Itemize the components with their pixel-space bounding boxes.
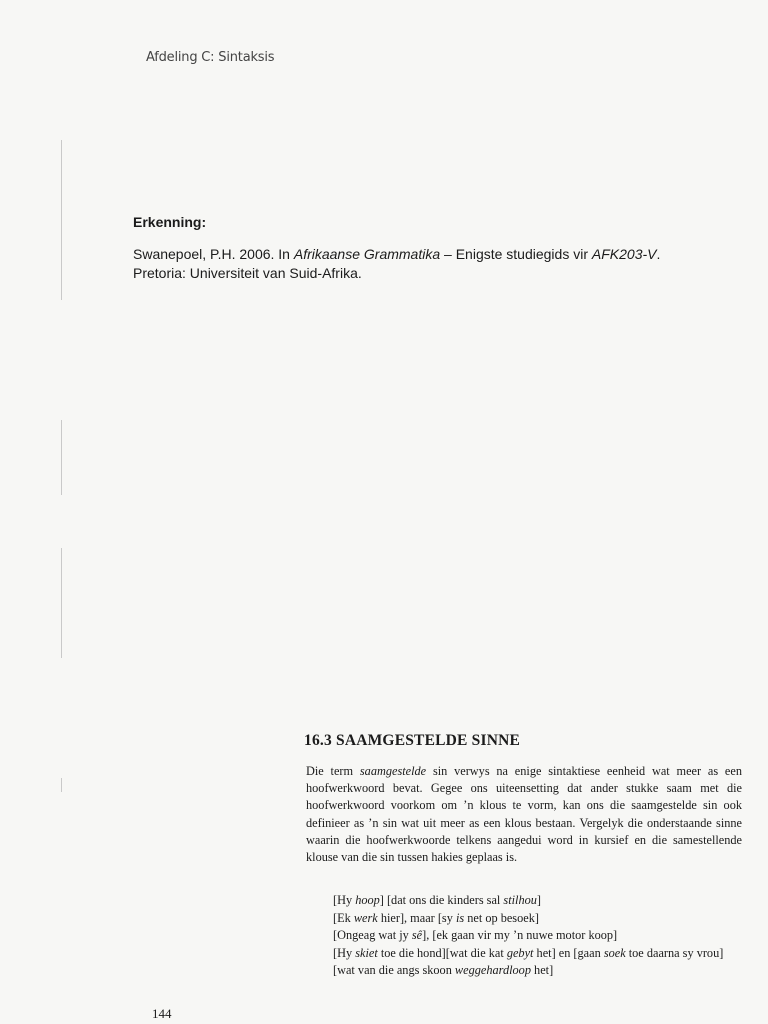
example-sentence: [333, 892, 745, 910]
example-text: [Hy: [333, 893, 356, 907]
section-heading: 16.3 SAAMGESTELDE SINNE: [304, 732, 521, 749]
citation-text: . Pretoria: Universiteit van Suid-Afrika.: [133, 246, 661, 281]
example-text: [Ongeag wat jy: [333, 928, 412, 943]
scan-mark: [61, 778, 62, 792]
citation-course-code: AFK203-V: [591, 246, 657, 262]
example-text: het]: [530, 963, 554, 978]
acknowledgement-citation: [133, 245, 693, 283]
example-text: ]: [536, 893, 542, 907]
example-text: toe die hond][wat die kat: [377, 945, 507, 960]
paragraph-text: sin verwys na enige sintaktiese eenheid wat meer as een hoofwerkwoord bevat. Gegee ons uiteensetting dat ander stukke saam met die hoofwerkwoord voorkom om ’n klous te vorm, kan ons die saamgestelde sin ook definieer as ’n sin wat uit meer as een klous bestaan. Vergelyk die onderstaande sinne waarin die hoofwerkwoorde telkens aangedui word in kursief en die samestellende klouse van die sin tussen hakies geplaas is.: [306, 764, 742, 865]
example-verb: hoop: [355, 893, 380, 907]
scan-mark: [61, 548, 62, 658]
paragraph-term: saamgestelde: [359, 764, 427, 778]
example-verb: skiet: [355, 945, 378, 960]
example-verb: is: [455, 910, 465, 925]
scan-mark: [61, 140, 62, 300]
example-text: ], [ek gaan vir my ’n nuwe motor koop]: [422, 928, 618, 943]
example-verb: soek: [603, 945, 626, 960]
example-verb: gebyt: [506, 945, 534, 960]
example-verb: werk: [353, 910, 378, 925]
example-text: [Hy: [333, 945, 356, 960]
acknowledgement-heading: Erkenning:: [133, 214, 207, 230]
example-sentence: [333, 927, 745, 945]
paragraph-text: Die term: [306, 764, 360, 778]
example-sentences: [333, 892, 745, 980]
citation-text: Swanepoel, P.H. 2006. In: [133, 246, 294, 262]
running-header: Afdeling C: Sintaksis: [146, 50, 275, 65]
example-text: [Ek: [333, 910, 354, 925]
example-sentence: [333, 945, 745, 980]
example-verb: sê: [411, 928, 423, 943]
example-verb: stilhou: [503, 893, 537, 907]
page-number: 144: [152, 1006, 172, 1021]
example-text: ] [dat ons die kinders sal: [379, 893, 504, 907]
example-sentence: [333, 910, 745, 928]
example-text: net op besoek]: [464, 910, 539, 925]
example-text: hier], maar [sy: [377, 910, 456, 925]
scan-mark: [61, 420, 62, 495]
example-verb: weggehardloop: [454, 963, 531, 978]
example-text: toe daarna sy vrou][wat van die angs skoon: [333, 945, 724, 978]
section-paragraph: [306, 763, 742, 866]
citation-book-title: Afrikaanse Grammatika: [293, 246, 441, 262]
citation-text: – Enigste studiegids vir: [440, 246, 592, 262]
example-text: het] en [gaan: [533, 945, 604, 960]
